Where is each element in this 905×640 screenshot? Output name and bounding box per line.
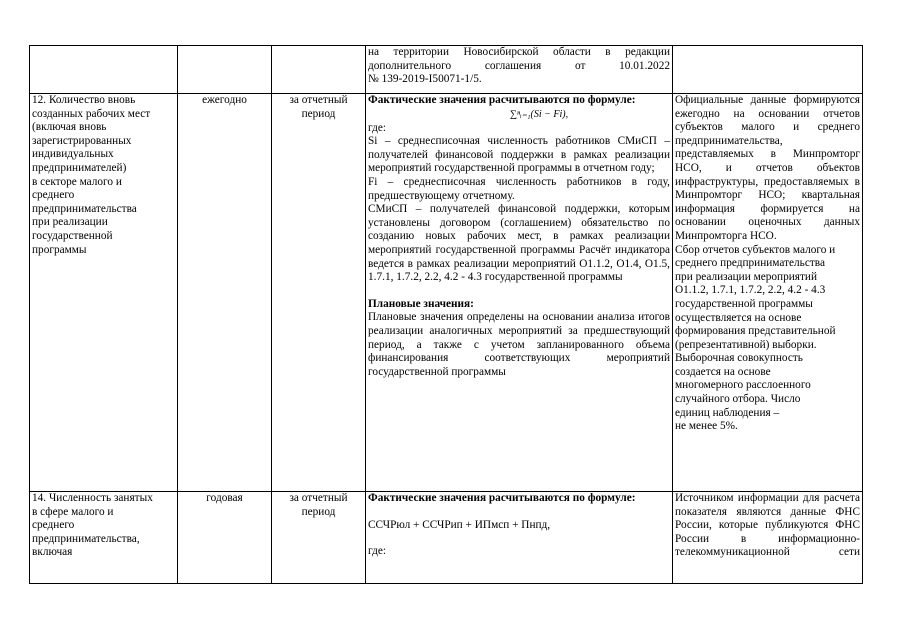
indicator-table	[29, 45, 863, 584]
source-paragraph: Официальные данные формируются ежегодно на основании отчетов субъектов малого и среднего предпринимательства, представляемых в Минпромторг НСО, и отчетов объектов инфраструктуры, предоставляемых в Минпромторг НСО; квартальная информация формируется на основании оценочных данных Минпромторга НСО.	[675, 94, 860, 242]
plan-text: Плановые значения определены на основании анализа итогов реализации аналогичных мероприятий за предшествующий период, а также с учетом запланированного объема финансирования соответствующих мероприятий государственной программы	[368, 311, 670, 378]
source-line: О1.1.2, 1.7.1, 1.7.2, 2.2, 4.2 - 4.3	[675, 284, 826, 297]
period-cell	[272, 492, 366, 584]
source-cell	[673, 46, 863, 94]
indicator-line: в секторе малого и	[32, 175, 122, 188]
formula: ССЧРюл + ССЧРип + ИПмсп + Пнпд,	[368, 518, 551, 531]
source-line: при реализации мероприятий	[675, 270, 818, 283]
source-line: формирования представительной	[675, 325, 836, 338]
indicator-line: 14. Численность занятых	[32, 492, 153, 504]
source-line: случайного отбора. Число	[675, 393, 801, 406]
source-line: Сбор отчетов субъектов малого и	[675, 243, 836, 256]
period-line: за отчетный	[289, 94, 348, 106]
plan-heading: Плановые значения:	[368, 297, 474, 310]
source-line: среднего предпринимательства	[675, 257, 825, 270]
definition-fi: Fi – среднесписочная численность работников в году, предшествующему отчетному.	[368, 175, 670, 202]
source-line: единиц наблюдения –	[675, 406, 780, 419]
indicator-line: предпринимателей)	[32, 161, 127, 174]
periodicity-text: годовая	[206, 492, 243, 504]
source-line: Выборочная совокупность	[675, 352, 803, 365]
indicator-line: индивидуальных	[32, 148, 114, 161]
indicator-line: среднего	[32, 189, 75, 202]
period-cell	[272, 94, 366, 492]
periodicity-cell	[178, 46, 272, 94]
method-cell	[366, 46, 673, 94]
method-heading: Фактические значения расчитываются по формуле:	[368, 94, 636, 106]
table-row	[30, 492, 863, 584]
table-row	[30, 94, 863, 492]
indicator-line: при реализации	[32, 216, 108, 229]
period-cell	[272, 46, 366, 94]
source-cell	[673, 492, 863, 584]
period-line: период	[301, 505, 336, 518]
indicator-line: предпринимательства	[32, 202, 137, 215]
indicator-cell	[30, 492, 178, 584]
indicator-line: созданных рабочих мест	[32, 107, 151, 120]
indicator-line: предпринимательства,	[32, 532, 140, 545]
method-heading: Фактические значения расчитываются по формуле:	[368, 492, 636, 504]
source-line: осуществляется на основе	[675, 311, 802, 324]
definition-smisp: СМиСП – получателей финансовой поддержки, которым установлены договором (соглашением) обязательство по созданию новых рабочих мест, в рамках реализации мероприятий государственной программы Расчёт индикатора ведется в рамках реализации мероприятий О1.1.2, О1.4, О1.5, 1.7.1, 1.7.2, 2.2, 4.2 - 4.3 государственной программы	[368, 203, 670, 284]
method-cell	[366, 94, 673, 492]
indicator-line: 12. Количество вновь	[32, 94, 136, 106]
table-row	[30, 46, 863, 94]
formula: ∑ⁿᵢ₌₁(Si − Fi),	[509, 108, 569, 120]
where-label: где:	[368, 121, 386, 134]
indicator-line: программы	[32, 243, 87, 256]
period-line: период	[301, 107, 336, 120]
indicator-cell	[30, 94, 178, 492]
indicator-line: среднего	[32, 519, 75, 532]
text-line: дополнительного соглашения от 10.01.2022	[368, 59, 670, 72]
definition-si: Si – среднесписочная численность работников СМиСП – получателей финансовой поддержки в рамках реализации мероприятий государственной программы в отчетном году;	[368, 135, 670, 175]
source-line: (репрезентативной) выборки.	[675, 338, 817, 351]
indicator-cell	[30, 46, 178, 94]
indicator-line: (включая вновь	[32, 121, 107, 134]
source-paragraph: Источником информации для расчета показателя являются данные ФНС России, которые публикуются ФНС России в информационно-телекоммуникационной сети	[675, 492, 860, 559]
indicator-line: зарегистрированных	[32, 134, 132, 147]
periodicity-cell	[178, 94, 272, 492]
where-label: где:	[368, 545, 386, 558]
indicator-line: в сфере малого и	[32, 505, 114, 518]
indicator-line: включая	[32, 546, 73, 559]
text-line: № 139-2019-I50071-1/5.	[368, 73, 482, 86]
period-line: за отчетный	[289, 492, 348, 504]
periodicity-cell	[178, 492, 272, 584]
source-line: не менее 5%.	[675, 420, 738, 433]
source-line: создается на основе	[675, 365, 771, 378]
indicator-line: государственной	[32, 229, 113, 242]
source-line: государственной программы	[675, 297, 813, 310]
source-cell	[673, 94, 863, 492]
periodicity-text: ежегодно	[202, 94, 247, 106]
text-line: на территории Новосибирской области в редакции	[368, 46, 670, 58]
method-cell	[366, 492, 673, 584]
source-line: многомерного расслоенного	[675, 379, 811, 392]
